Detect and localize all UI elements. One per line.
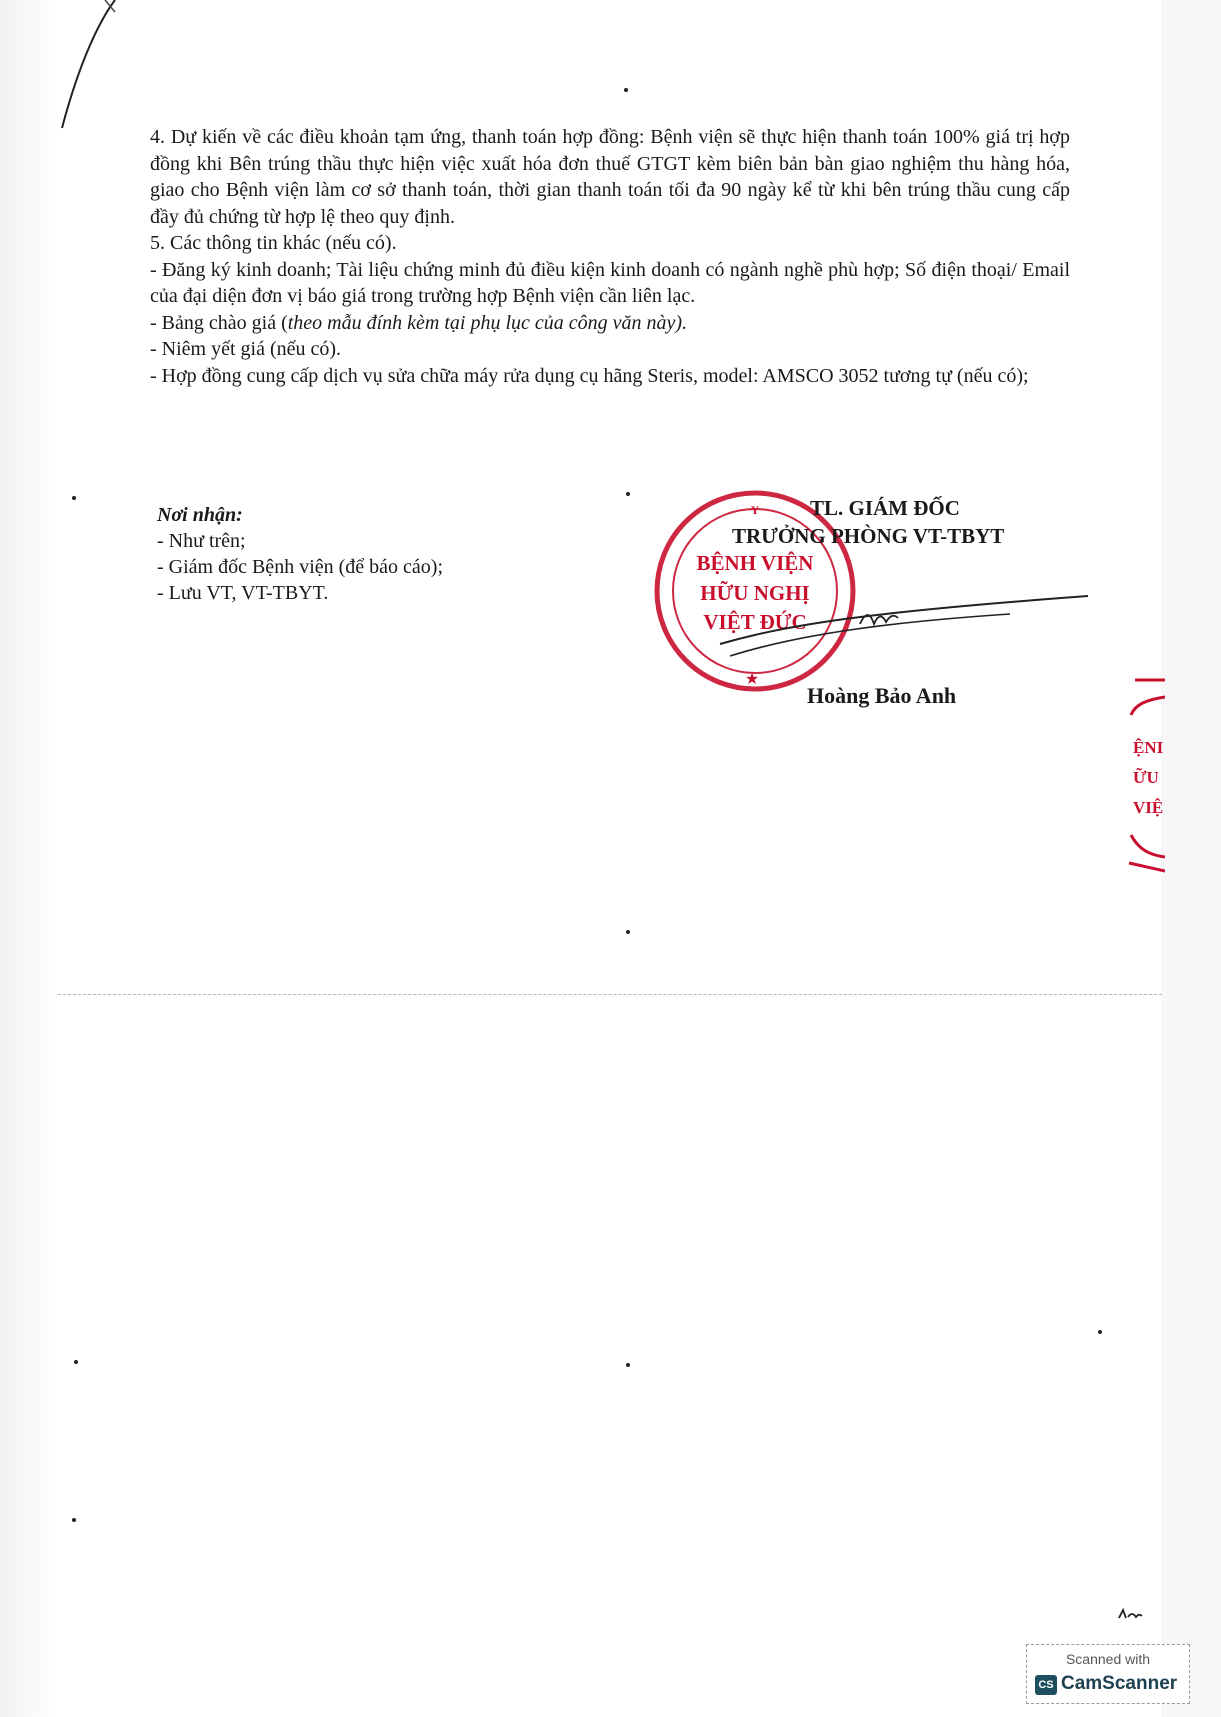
- other-info-heading: 5. Các thông tin khác (nếu có).: [150, 232, 397, 254]
- partial-seal-text-3: VIỆ: [1133, 798, 1164, 817]
- scan-dot: [1098, 1330, 1102, 1334]
- scanned-with-label: Scanned with: [1065, 1651, 1151, 1667]
- camscanner-watermark: [1026, 1644, 1190, 1704]
- page-right-edge: [1161, 0, 1221, 1717]
- recipients-block: [157, 502, 443, 606]
- partial-seal-edge: [1125, 675, 1165, 875]
- signer-name: Hoàng Bảo Anh: [807, 683, 957, 708]
- page-left-shadow: [0, 0, 58, 1717]
- partial-seal-text-2: ỮU: [1133, 768, 1159, 787]
- signature-title-2: TRƯỞNG PHÒNG VT-TBYT: [732, 524, 1005, 548]
- handwritten-signature: [710, 584, 1090, 664]
- recipients-heading: Nơi nhận:: [157, 504, 243, 526]
- bullet-business-registration: - Đăng ký kinh doanh; Tài liệu chứng minh đủ điều kiện kinh doanh có ngành nghề phù hợp; Số điện thoại/ Email của đại diện đơn vị báo giá trong trường hợp Bệnh viện cần liên lạc.: [150, 258, 1070, 307]
- price-quote-italic: theo mẫu đính kèm tại phụ lục của công văn này).: [287, 311, 688, 334]
- bullet-price-quote: [150, 310, 1070, 337]
- partial-seal-text-1: ỆNI: [1133, 738, 1164, 757]
- seal-line-1: BỆNH VIỆN: [696, 551, 814, 575]
- scan-dot: [626, 930, 630, 934]
- camscanner-brand: CamScanner: [1061, 1673, 1178, 1694]
- scan-dot: [72, 1518, 76, 1522]
- svg-text:★: ★: [744, 669, 760, 688]
- seal-line-3: VIỆT ĐỨC: [703, 610, 807, 634]
- camscanner-logo-icon: CS: [1035, 1675, 1057, 1695]
- recipient-item: - Lưu VT, VT-TBYT.: [157, 582, 329, 604]
- recipient-item: - Như trên;: [157, 530, 246, 552]
- scan-dot: [626, 1363, 630, 1367]
- signature-title-1: TL. GIÁM ĐỐC: [810, 496, 960, 520]
- document-body: [150, 124, 1070, 389]
- seal-line-2: HỮU NGHỊ: [700, 581, 810, 605]
- payment-terms-paragraph: 4. Dự kiến về các điều khoản tạm ứng, thanh toán hợp đồng: Bệnh viện sẽ thực hiện thanh toán 100% giá trị hợp đồng khi Bên trúng thầu thực hiện việc xuất hóa đơn thuế GTGT kèm biên bản bàn giao nghiệm thu hàng hóa, giao cho Bệnh viện làm cơ sở thanh toán, thời gian thanh toán tối đa 90 ngày kể từ khi bên trúng thầu cung cấp đầy đủ chứng từ hợp lệ theo quy định.: [150, 126, 1070, 228]
- corner-scratch-mark: [60, 0, 120, 130]
- bullet-service-contract: - Hợp đồng cung cấp dịch vụ sửa chữa máy rửa dụng cụ hãng Steris, model: AMSCO 3052 tương tự (nếu có);: [150, 364, 1029, 387]
- scan-dot: [624, 88, 628, 92]
- scan-dot: [74, 1360, 78, 1364]
- ink-mark: [1117, 1608, 1143, 1620]
- price-quote-prefix: - Bảng chào giá (: [150, 311, 288, 334]
- bullet-price-listing: - Niêm yết giá (nếu có).: [150, 338, 342, 360]
- svg-text:Y: Y: [750, 503, 760, 517]
- scan-fold-line: [58, 994, 1162, 995]
- scan-dot: [626, 492, 630, 496]
- recipient-item: - Giám đốc Bệnh viện (để báo cáo);: [157, 556, 444, 578]
- scan-dot: [72, 496, 76, 500]
